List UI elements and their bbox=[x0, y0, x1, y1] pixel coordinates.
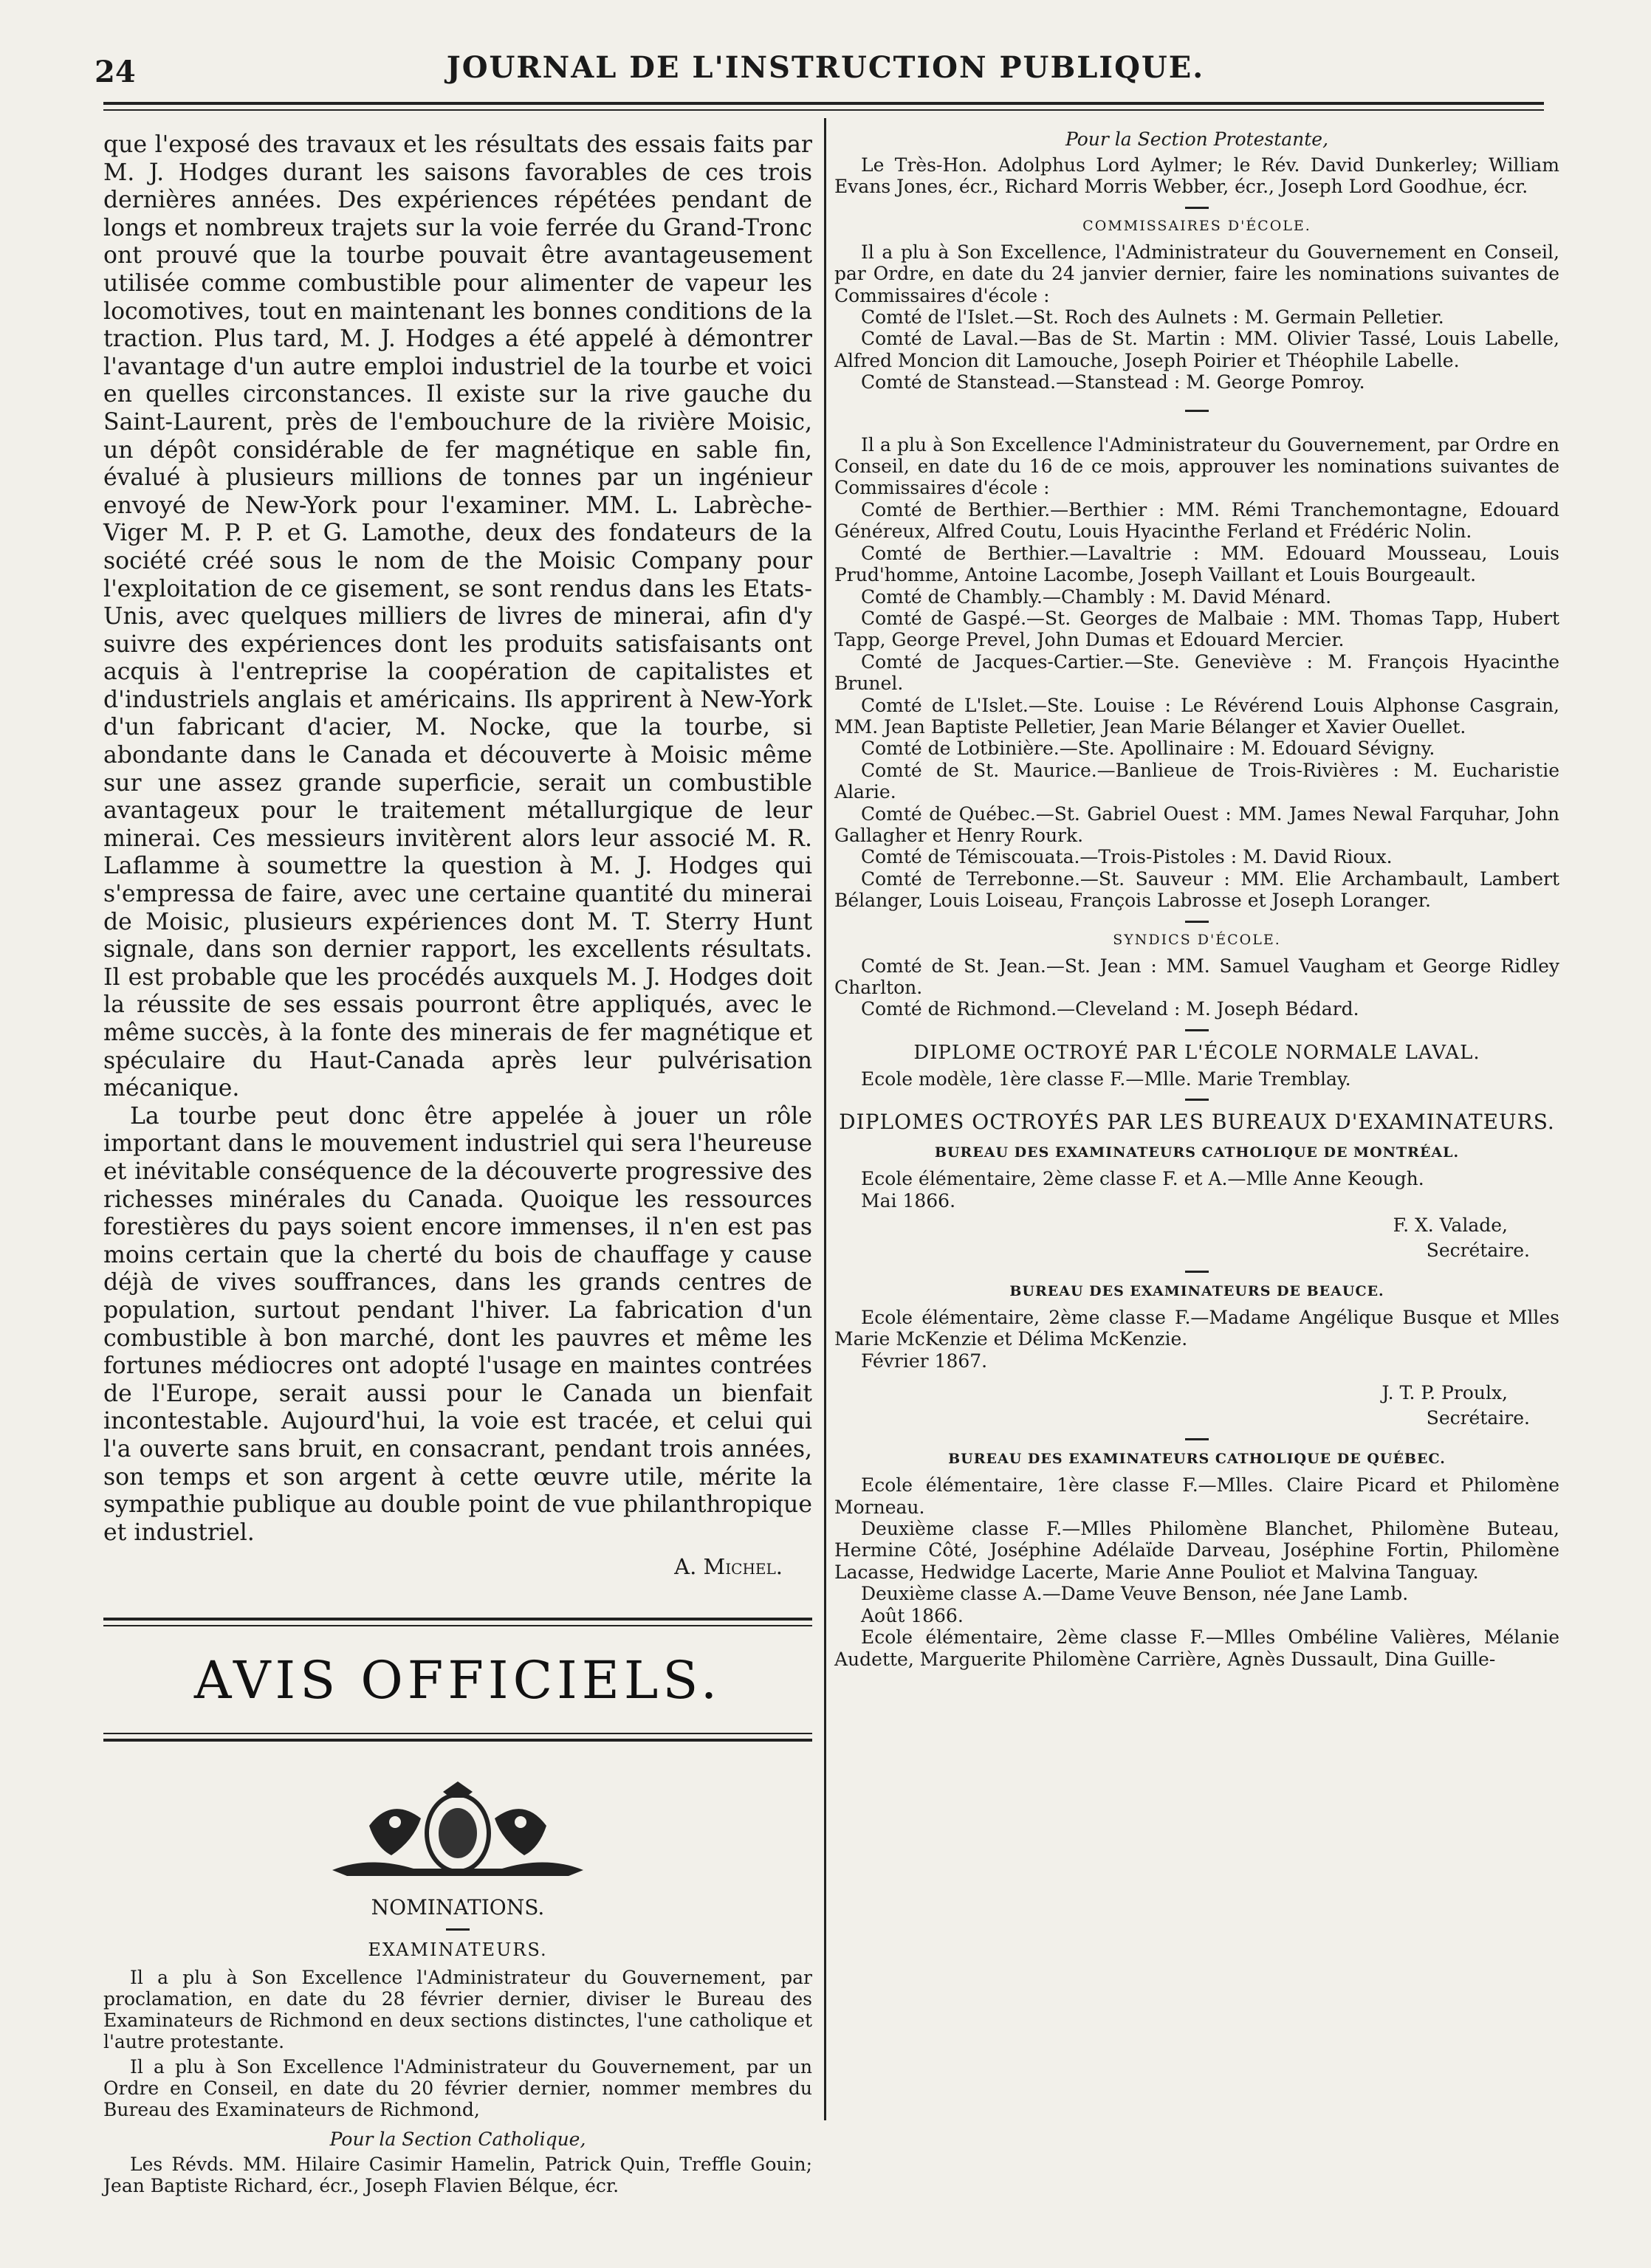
section-catholique-heading: Pour la Section Catholique, bbox=[329, 2128, 586, 2150]
section-catholique-members: Les Révds. MM. Hilaire Casimir Hamelin, Patrick Quin, Treffle Gouin; Jean Baptiste Richard, écr., Joseph Flavien Bélque, écr. bbox=[103, 2153, 812, 2196]
approbation-entry: Comté de Berthier.—Lavaltrie : MM. Edouard Mousseau, Louis Prud'homme, Antoine Lacombe, Joseph Vaillant et Louis Bourgeault. bbox=[834, 542, 1559, 586]
page-number: 24 bbox=[95, 55, 136, 89]
examinateurs-paragraph-1: Il a plu à Son Excellence l'Administrateur du Gouvernement, par proclamation, en date du 28 février dernier, diviser le Bureau des Examinateurs de Richmond en deux sections distinctes, l'une catholique et l'autre protestante. bbox=[103, 1967, 812, 2052]
approbation-entry: Comté de Témiscouata.—Trois-Pistoles : M. David Rioux. bbox=[861, 846, 1393, 868]
dash-separator bbox=[1185, 1271, 1209, 1273]
syndics-entry: Comté de St. Jean.—St. Jean : MM. Samuel Vaugham et George Ridley Charlton. bbox=[834, 955, 1559, 998]
article-signature: A. Michel. bbox=[674, 1554, 783, 1580]
commissaires-heading: COMMISSAIRES D'ÉCOLE. bbox=[1082, 217, 1311, 234]
approbation-entry: Comté de Terrebonne.—St. Sauveur : MM. Elie Archambault, Lambert Bélanger, Louis Loiseau, François Labrosse et Joseph Loranger. bbox=[834, 867, 1559, 912]
bureau-montreal-signature-name: F. X. Valade, bbox=[1393, 1214, 1508, 1237]
commissaires-entry: Comté de l'Islet.—St. Roch des Aulnets : M. Germain Pelletier. bbox=[861, 306, 1444, 329]
bureau-montreal-entry: Ecole élémentaire, 2ème classe F. et A.—Mlle Anne Keough. bbox=[861, 1168, 1424, 1190]
bureau-quebec-entry: Deuxième classe A.—Dame Veuve Benson, née Jane Lamb. bbox=[861, 1583, 1409, 1605]
syndics-entry: Comté de Richmond.—Cleveland : M. Joseph Bédard. bbox=[861, 998, 1359, 1020]
bureau-quebec-entry: Ecole élémentaire, 1ère classe F.—Mlles. Claire Picard et Philomène Morneau. bbox=[834, 1474, 1559, 1518]
bureau-montreal-date: Mai 1866. bbox=[861, 1189, 956, 1212]
right-column bbox=[834, 126, 1559, 1670]
left-column bbox=[103, 131, 812, 2196]
approbation-entry: Comté de Québec.—St. Gabriel Ouest : MM. James Newal Farquhar, John Gallagher et Henry Rourk. bbox=[834, 803, 1559, 846]
bureau-quebec-heading: BUREAU DES EXAMINATEURS CATHOLIQUE DE QUÉBEC. bbox=[948, 1451, 1446, 1468]
approbation-entry: Comté de Jacques-Cartier.—Ste. Geneviève : M. François Hyacinthe Brunel. bbox=[834, 650, 1559, 695]
bureau-beauce-entry: Ecole élémentaire, 2ème classe F.—Madame Angélique Busque et Mlles Marie McKenzie et Délima McKenzie. bbox=[834, 1307, 1559, 1350]
nominations-heading: NOMINATIONS. bbox=[371, 1895, 545, 1920]
bureau-montreal-signature-title: Secrétaire. bbox=[1426, 1240, 1530, 1262]
approbation-entry: Comté de Gaspé.—St. Georges de Malbaie : MM. Thomas Tapp, Hubert Tapp, George Prevel, John Dumas et Edouard Mercier. bbox=[834, 607, 1559, 651]
approbation-entry: Comté de Lotbinière.—Ste. Apollinaire : M. Edouard Sévigny. bbox=[861, 738, 1435, 760]
bureau-quebec-date: Août 1866. bbox=[861, 1604, 964, 1626]
header-rule bbox=[103, 102, 1544, 105]
column-divider bbox=[824, 118, 826, 2120]
dash-separator bbox=[446, 1928, 470, 1931]
dash-separator bbox=[1185, 1029, 1209, 1031]
dash-separator bbox=[1185, 410, 1209, 412]
bureau-beauce-heading: BUREAU DES EXAMINATEURS DE BEAUCE. bbox=[1009, 1283, 1384, 1300]
bureau-montreal-heading: BUREAU DES EXAMINATEURS CATHOLIQUE DE MONTRÉAL. bbox=[934, 1144, 1460, 1161]
section-rule-thin-2 bbox=[103, 1733, 812, 1734]
dash-separator bbox=[1185, 921, 1209, 923]
running-title: JOURNAL DE L'INSTRUCTION PUBLIQUE. bbox=[446, 50, 1205, 85]
approbation-paragraph: Il a plu à Son Excellence l'Administrateur du Gouvernement, par Ordre en Conseil, en date du 16 de ce mois, approuver les nominations suivantes de Commissaires d'école : bbox=[834, 433, 1559, 499]
diplome-laval-heading: DIPLOME OCTROYÉ PAR L'ÉCOLE NORMALE LAVAL. bbox=[913, 1041, 1480, 1064]
bureau-beauce-date: Février 1867. bbox=[861, 1350, 988, 1372]
bureau-quebec-entry: Deuxième classe F.—Mlles Philomène Blanchet, Philomène Buteau, Hermine Côté, Joséphine Adélaïde Darveau, Joséphine Fortin, Philomène Lacasse, Hedwidge Lacerte, Marie Anne Pouliot et Malvina Tanguay. bbox=[834, 1518, 1559, 1583]
dash-separator bbox=[1185, 1438, 1209, 1440]
examinateurs-paragraph-2: Il a plu à Son Excellence l'Administrateur du Gouvernement, par un Ordre en Conseil, en date du 20 février dernier, nommer membres du Bureau des Examinateurs de Richmond, bbox=[103, 2056, 812, 2121]
approbation-entry: Comté de St. Maurice.—Banlieue de Trois-Rivières : M. Eucharistie Alarie. bbox=[834, 759, 1559, 803]
section-rule-2 bbox=[103, 1739, 812, 1742]
examinateurs-heading: EXAMINATEURS. bbox=[368, 1939, 548, 1961]
section-rule-thin bbox=[103, 1625, 812, 1626]
article-paragraph-2: La tourbe peut donc être appelée à jouer un rôle important dans le mouvement industriel qui sera l'heureuse et inévitable conséquence de la découverte progressive des richesses minérales du Canada. Quoique les ressources forestières du pays soient encore immenses, il n'en est pas moins certain que la cherté du bois de chauffage y cause déjà de vives souffrances, dans les grands centres de population, surtout pendant l'hiver. La fabrication d'un combustible à bon marché, dont les pauvres et même les fortunes médiocres ont adopté l'usage en maintes contrées de l'Europe, serait aussi pour le Canada un bienfait incontestable. Aujourd'hui, la voie est tracée, et celui qui l'a ouverte sans bruit, en consacrant, pendant trois années, son temps et son argent à cette œuvre utile, mérite la sympathie publique au double point de vue philanthropique et industriel. bbox=[103, 1102, 812, 1546]
diplomes-bureaux-heading: DIPLOMES OCTROYÉS PAR LES BUREAUX D'EXAMINATEURS. bbox=[839, 1110, 1555, 1135]
section-protestante-heading: Pour la Section Protestante, bbox=[1065, 128, 1329, 150]
bureau-beauce-signature-title: Secrétaire. bbox=[1426, 1407, 1530, 1429]
section-rule bbox=[103, 1618, 812, 1621]
approbation-entry: Comté de L'Islet.—Ste. Louise : Le Révérend Louis Alphonse Casgrain, MM. Jean Baptiste Pelletier, Jean Marie Bélanger et Xavier Ouellet. bbox=[834, 694, 1559, 738]
approbation-entry: Comté de Berthier.—Berthier : MM. Rémi Tranchemontagne, Edouard Généreux, Alfred Coutu, Louis Hyacinthe Ferland et Frédéric Nolin. bbox=[834, 498, 1559, 543]
diplome-laval-entry: Ecole modèle, 1ère classe F.—Mlle. Marie Tremblay. bbox=[861, 1068, 1351, 1090]
bureau-beauce-signature-name: J. T. P. Proulx, bbox=[1381, 1382, 1508, 1404]
approbation-entry: Comté de Chambly.—Chambly : M. David Ménard. bbox=[861, 585, 1332, 608]
header-rule-thin bbox=[103, 109, 1544, 111]
commissaires-entry: Comté de Stanstead.—Stanstead : M. George Pomroy. bbox=[861, 371, 1365, 394]
syndics-heading: SYNDICS D'ÉCOLE. bbox=[1113, 931, 1281, 948]
commissaires-entry: Comté de Laval.—Bas de St. Martin : MM. Olivier Tassé, Louis Labelle, Alfred Moncion dit Lamouche, Joseph Poirier et Théophile Labelle. bbox=[834, 328, 1559, 371]
dash-separator bbox=[1185, 207, 1209, 209]
commissaires-paragraph: Il a plu à Son Excellence, l'Administrateur du Gouvernement en Conseil, par Ordre, en date du 24 janvier dernier, faire les nominations suivantes de Commissaires d'école : bbox=[834, 241, 1559, 306]
article-paragraph-1: que l'exposé des travaux et les résultats des essais faits par M. J. Hodges durant les saisons favorables de ces trois dernières années. Des expériences répétées pendant de longs et nombreux trajets sur la voie ferrée du Grand-Tronc ont prouvé que la tourbe pouvait être avantageusement utilisée comme combustible pour alimenter de vapeur les locomotives, tout en maintenant les bonnes conditions de la traction. Plus tard, M. J. Hodges a été appelé à démontrer l'avantage d'un autre emploi industriel de la tourbe et voici en quelles circonstances. Il existe sur la rive gauche du Saint-Laurent, près de l'embouchure de la rivière Moisic, un dépôt considérable de fer magnétique en sable fin, évalué à plusieurs millions de tonnes par un ingénieur envoyé de New-York pour l'examiner. MM. L. Labrèche-Viger M. P. P. et G. Lamothe, deux des fondateurs de la société créé sous le nom de the Moisic Company pour l'exploitation de ce gisement, se sont rendus dans les Etats-Unis, avec quelques milliers de livres de minerai, afin d'y suivre des expériences dont les produits satisfaisants ont acquis à l'entreprise la coopération de capitalistes et d'industriels anglais et américains. Ils apprirent à New-York d'un fabricant d'acier, M. Nocke, que la tourbe, si abondante dans le Canada et découverte à Moisic même sur une assez grande superficie, serait un combustible avantageux pour le traitement métallurgique de leur minerai. Ces messieurs invitèrent alors leur associé M. R. Laflamme à soumettre la question à M. J. Hodges qui s'empressa de faire, avec une certaine quantité du minerai de Moisic, plusieurs expériences dont M. T. Sterry Hunt signale, dans son dernier rapport, les excellents résultats. Il est probable que les procédés auxquels M. J. Hodges doit la réussite de ses essais pourront être appliqués, avec le même succès, à la fonte des minerais de fer magnétique et spéculaire du Haut-Canada après leur pulvérisation mécanique. bbox=[103, 131, 812, 1102]
section-protestante-members: Le Très-Hon. Adolphus Lord Aylmer; le Rév. David Dunkerley; William Evans Jones, écr., Richard Morris Webber, écr., Joseph Lord Goodhue, écr. bbox=[834, 154, 1559, 198]
bureau-quebec-entry: Ecole élémentaire, 2ème classe F.—Mlles Ombéline Valières, Mélanie Audette, Marguerite Philomène Carrière, Agnès Dussault, Dina Guille- bbox=[834, 1626, 1559, 1670]
dash-separator bbox=[1185, 1099, 1209, 1101]
royal-crest-icon bbox=[325, 1781, 591, 1885]
avis-officiels-title: AVIS OFFICIELS. bbox=[193, 1650, 722, 1711]
